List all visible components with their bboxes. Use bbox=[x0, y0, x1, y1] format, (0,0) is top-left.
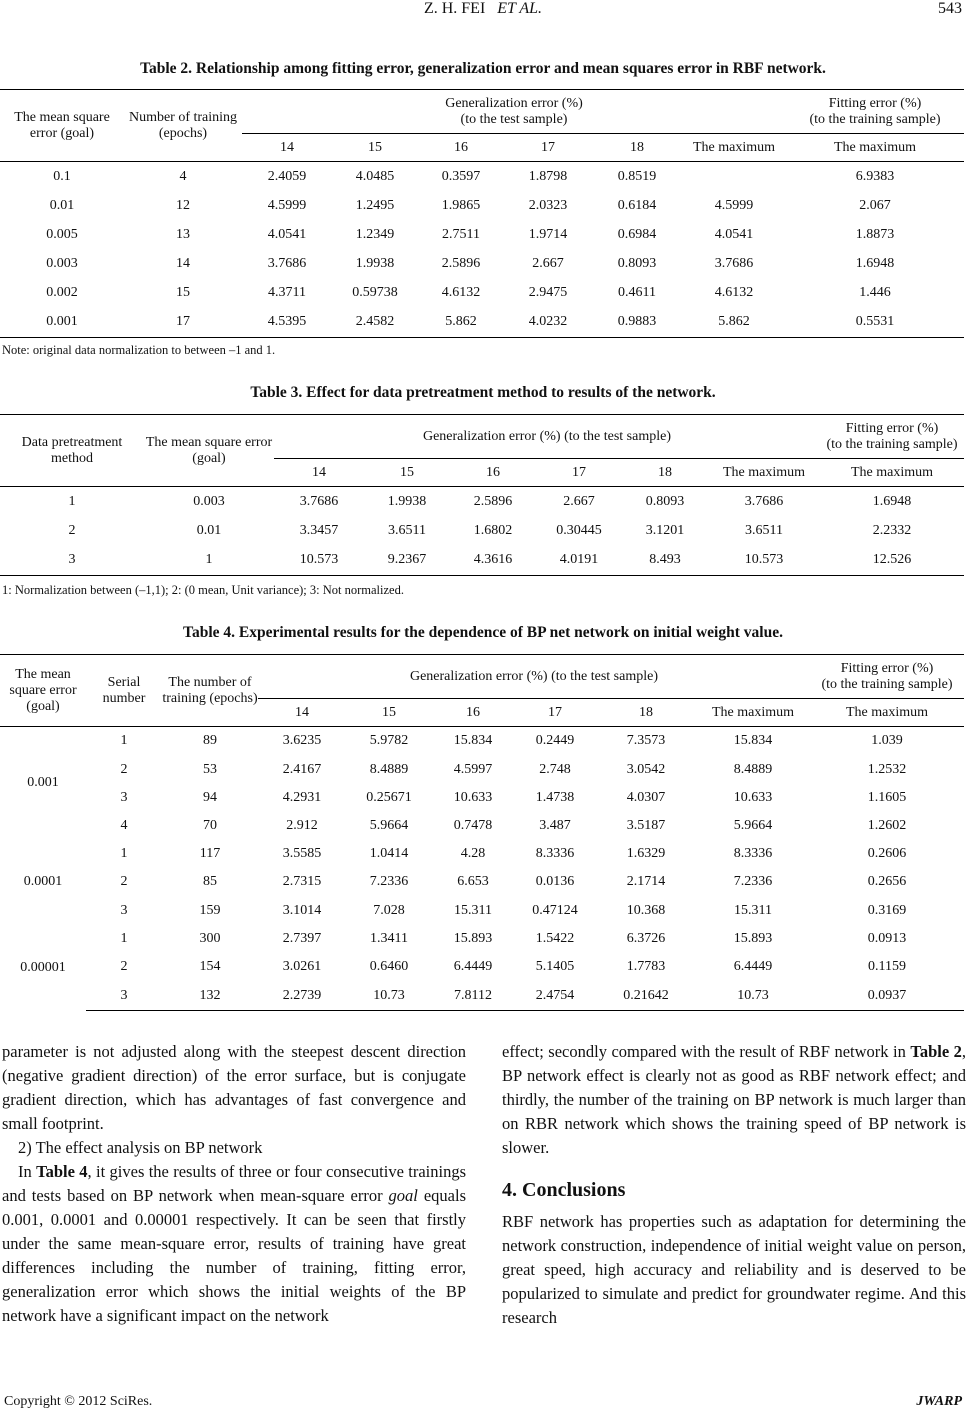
table2-gen-header-line2: (to the test sample) bbox=[460, 111, 568, 127]
table-cell: 5.9664 bbox=[369, 817, 409, 833]
table-cell: 15.834 bbox=[432, 727, 514, 756]
table-cell: 0.3169 bbox=[867, 902, 907, 918]
table4-col-serial: Serial number bbox=[86, 655, 162, 727]
table-row bbox=[0, 840, 964, 868]
table-cell: 4.0307 bbox=[626, 789, 666, 805]
table3-col-goal: The mean square error (goal) bbox=[144, 415, 274, 487]
table-cell: 3.7686 bbox=[714, 256, 754, 271]
table-cell: 0.1159 bbox=[868, 959, 906, 974]
table-cell: 6.4449 bbox=[453, 959, 493, 974]
table-cell: 17 bbox=[124, 308, 242, 338]
table-cell: 0.0136 bbox=[535, 874, 575, 889]
table-cell: 1.2532 bbox=[867, 761, 907, 777]
table-cell: 3.0542 bbox=[626, 761, 666, 777]
table4-fit-header bbox=[810, 655, 964, 699]
table-cell: 154 bbox=[199, 959, 221, 974]
table4-col-epochs: The number of training (epochs) bbox=[162, 655, 258, 727]
table2-gen-header bbox=[242, 90, 786, 134]
table-cell: 2.2739 bbox=[258, 982, 346, 1011]
table-cell: 1.6948 bbox=[820, 487, 964, 517]
table-row bbox=[0, 192, 964, 221]
table-cell: 15.311 bbox=[454, 902, 492, 918]
table-cell: 10.633 bbox=[733, 789, 773, 805]
table-cell: 1.039 bbox=[810, 727, 964, 756]
table-cell: 1.1605 bbox=[867, 789, 907, 805]
table-cell: 4.3616 bbox=[450, 546, 536, 576]
table4-fit-header-line2: (to the training sample) bbox=[821, 676, 953, 692]
table-cell: 1.446 bbox=[859, 285, 891, 300]
table-cell: 5.1405 bbox=[535, 959, 575, 974]
table-cell: 2.5896 bbox=[441, 256, 481, 271]
table-cell: 7.2336 bbox=[733, 874, 773, 889]
table-cell: 0.30445 bbox=[556, 523, 602, 538]
table-cell: 10.73 bbox=[346, 982, 432, 1011]
table-cell: 0.6984 bbox=[617, 227, 657, 242]
table-cell: 1 bbox=[120, 930, 128, 946]
table-cell: 0.47124 bbox=[532, 902, 578, 918]
table-cell: 6.4449 bbox=[733, 959, 773, 974]
table-cell: 3 bbox=[0, 546, 144, 576]
table-cell: 2.912 bbox=[286, 817, 318, 833]
table-cell: 117 bbox=[199, 845, 221, 861]
table2-fit-header-line2: (to the training sample) bbox=[809, 111, 941, 127]
table-cell: 0.001 bbox=[0, 308, 124, 338]
table3-sub-14: 14 bbox=[274, 459, 364, 487]
table-cell: 2.4059 bbox=[242, 162, 332, 192]
table2-sub-17: 17 bbox=[504, 134, 592, 162]
table2 bbox=[0, 89, 964, 338]
table-cell: 1.9865 bbox=[441, 198, 481, 213]
right-column bbox=[502, 1040, 966, 1330]
table4-sub-max-gen: The maximum bbox=[696, 699, 810, 727]
table-cell: 3.6511 bbox=[388, 523, 426, 538]
table-cell: 132 bbox=[162, 982, 258, 1011]
table-cell: 0.002 bbox=[46, 285, 78, 300]
table-cell: 2.667 bbox=[536, 487, 622, 517]
table-cell: 1.8873 bbox=[855, 227, 895, 242]
table3-note: 1: Normalization between (–1,1); 2: (0 mean, Unit variance); 3: Not normalized. bbox=[2, 583, 404, 597]
table-cell: 1.5422 bbox=[535, 930, 575, 946]
table-cell: 10.573 bbox=[274, 546, 364, 576]
table4-group-goal: 0.00001 bbox=[20, 959, 66, 975]
table-cell: 2.5896 bbox=[450, 487, 536, 517]
table-cell: 1 bbox=[86, 727, 162, 756]
table2-caption: Table 2. Relationship among fitting error, generalization error and mean squares error in RBF network. bbox=[140, 60, 826, 77]
table3-fit-header-line2: (to the training sample) bbox=[826, 436, 958, 452]
table-cell: 15.834 bbox=[696, 727, 810, 756]
running-authors: Z. H. FEI bbox=[423, 0, 486, 17]
table-cell: 2.7315 bbox=[282, 874, 322, 889]
table-cell: 0.8093 bbox=[617, 256, 657, 271]
table-cell: 2.067 bbox=[859, 198, 891, 213]
left-column bbox=[2, 1040, 466, 1328]
table-cell: 3.1014 bbox=[282, 902, 322, 918]
table-cell: 0.0913 bbox=[867, 930, 907, 946]
table-cell: 7.028 bbox=[373, 902, 405, 918]
table-row bbox=[0, 221, 964, 250]
table2-col-goal: The mean square error (goal) bbox=[0, 90, 124, 162]
table-cell: 1 bbox=[0, 487, 144, 517]
table-cell: 4 bbox=[120, 817, 128, 833]
table-row bbox=[0, 517, 964, 546]
table-cell: 8.493 bbox=[622, 546, 708, 576]
table-cell: 3.5187 bbox=[626, 817, 666, 833]
table-cell: 1.0414 bbox=[369, 845, 409, 861]
table4-sub-max-fit: The maximum bbox=[810, 699, 964, 727]
table-row bbox=[0, 308, 964, 338]
table3-sub-max-fit: The maximum bbox=[820, 459, 964, 487]
copyright: Copyright © 2012 SciRes. bbox=[4, 1394, 153, 1409]
right-paragraph-1 bbox=[502, 1040, 966, 1160]
table3-header-row bbox=[0, 415, 964, 459]
table-cell: 3.6511 bbox=[745, 523, 783, 538]
table-row bbox=[0, 546, 964, 576]
table-cell: 1 bbox=[120, 845, 128, 861]
left-paragraph-2: 2) The effect analysis on BP network bbox=[18, 1138, 263, 1157]
table-cell: 4.0541 bbox=[267, 227, 307, 242]
right-paragraph-2: RBF network has properties such as adaptation for determining the network construction, independence of initial weight value on person, great speed, high accuracy and reliability and is deserved to be popularized to simulate and predict for groundwater regime. And this research bbox=[502, 1212, 966, 1327]
table-cell: 3 bbox=[120, 902, 128, 918]
table-row bbox=[0, 812, 964, 840]
table-cell: 1.4738 bbox=[535, 789, 575, 805]
table-cell: 14 bbox=[176, 256, 190, 271]
table-cell: 13 bbox=[176, 227, 190, 242]
table-cell: 2.7397 bbox=[282, 930, 322, 946]
table2-reference: Table 2 bbox=[910, 1042, 962, 1061]
table-cell: 1.7783 bbox=[626, 959, 666, 974]
table-cell: 0.59738 bbox=[352, 285, 398, 300]
right-p1-text-c: , BP network effect is clearly not as good as RBF network effect; and thirdly, the number of the training on BP network is much larger than on RBR network which shows the training speed of BP network is slower. bbox=[502, 1042, 966, 1157]
table-cell: 12 bbox=[176, 198, 190, 213]
table3 bbox=[0, 414, 964, 576]
table-cell: 0.9883 bbox=[592, 308, 682, 338]
table-cell: 2.4582 bbox=[332, 308, 418, 338]
table2-gen-header-line1: Generalization error (%) bbox=[445, 95, 583, 111]
right-p1-text-a: effect; secondly compared with the result of RBF network in bbox=[502, 1042, 911, 1061]
table4 bbox=[0, 654, 964, 1011]
table3-fit-header bbox=[820, 415, 964, 459]
table-cell: 0.6184 bbox=[617, 198, 657, 213]
table-cell: 2 bbox=[120, 959, 128, 974]
table-cell: 8.4889 bbox=[369, 761, 409, 777]
table-cell: 2 bbox=[68, 523, 76, 538]
table-cell: 3.3457 bbox=[299, 523, 339, 538]
page-header bbox=[0, 0, 966, 26]
table3-gen-header: Generalization error (%) (to the test sample) bbox=[274, 415, 820, 459]
table-cell: 1.2602 bbox=[867, 817, 907, 833]
table-cell: 3.7686 bbox=[267, 256, 307, 271]
goal-term: goal bbox=[388, 1186, 418, 1205]
table-cell: 1.9938 bbox=[355, 256, 395, 271]
table-cell: 2.7511 bbox=[442, 227, 480, 242]
table-cell: 2.1714 bbox=[626, 874, 666, 889]
table-cell: 0.003 bbox=[144, 487, 274, 517]
table-cell: 1.8798 bbox=[504, 162, 592, 192]
table-row bbox=[0, 162, 964, 192]
table-cell: 1.9714 bbox=[528, 227, 568, 242]
table4-sub-14: 14 bbox=[258, 699, 346, 727]
table-row bbox=[0, 784, 964, 812]
table-cell: 2 bbox=[120, 874, 128, 889]
table-cell: 6.3726 bbox=[626, 930, 666, 946]
table-cell: 53 bbox=[203, 761, 217, 777]
table-cell: 4 bbox=[124, 162, 242, 192]
table-cell: 7.8112 bbox=[432, 982, 514, 1011]
table-cell: 2.4167 bbox=[282, 761, 322, 777]
table3-col-method: Data pretreatment method bbox=[0, 415, 144, 487]
table-cell: 0.7478 bbox=[453, 817, 493, 833]
table-cell: 2.9475 bbox=[528, 285, 568, 300]
table-cell: 4.5999 bbox=[267, 198, 307, 213]
table3-caption: Table 3. Effect for data pretreatment method to results of the network. bbox=[250, 384, 716, 401]
table-row bbox=[0, 925, 964, 953]
table4-col-goal: The mean square error (goal) bbox=[0, 655, 86, 727]
left-paragraph-3 bbox=[2, 1160, 466, 1328]
table-cell: 4.5999 bbox=[714, 198, 754, 213]
table-cell: 85 bbox=[203, 874, 217, 889]
table-cell: 3.5585 bbox=[282, 845, 322, 861]
left-p3-text-a: In bbox=[18, 1162, 37, 1181]
table2-sub-max-gen: The maximum bbox=[682, 134, 786, 162]
table2-fit-header bbox=[786, 90, 964, 134]
section-heading: 4. Conclusions bbox=[502, 1179, 626, 1201]
table-row bbox=[0, 279, 964, 308]
table-cell: 5.9664 bbox=[733, 817, 773, 833]
table2-fit-header-line1: Fitting error (%) bbox=[828, 95, 922, 111]
table-cell: 15 bbox=[176, 285, 190, 300]
table3-sub-15: 15 bbox=[364, 459, 450, 487]
table-cell: 4.0541 bbox=[714, 227, 754, 242]
journal-name: JWARP bbox=[916, 1394, 962, 1409]
table2-note: Note: original data normalization to between –1 and 1. bbox=[2, 343, 276, 357]
table-cell: 7.2336 bbox=[369, 874, 409, 889]
left-paragraph-1: parameter is not adjusted along with the steepest descent direction (negative gradient direction) of the error surface, but is conjugate gradient direction, which has advantages of fast convergence and small footprint. bbox=[2, 1042, 466, 1133]
table-cell: 2.667 bbox=[532, 256, 564, 271]
table-cell: 300 bbox=[199, 930, 221, 946]
table-cell: 2.2332 bbox=[872, 523, 912, 538]
table-row bbox=[0, 982, 964, 1011]
table2-col-epochs: Number of training (epochs) bbox=[124, 90, 242, 162]
table-cell: 2.0323 bbox=[528, 198, 568, 213]
table4-sub-17: 17 bbox=[514, 699, 596, 727]
table-cell: 15.893 bbox=[453, 930, 493, 946]
table-cell: 0.3597 bbox=[418, 162, 504, 192]
table-cell: 89 bbox=[162, 727, 258, 756]
table-cell bbox=[682, 162, 786, 192]
table4-sub-15: 15 bbox=[346, 699, 432, 727]
table-cell: 3.6235 bbox=[258, 727, 346, 756]
table-cell: 4.5997 bbox=[453, 761, 493, 777]
table4-group-goal: 0.0001 bbox=[23, 874, 63, 889]
table-cell: 5.9782 bbox=[346, 727, 432, 756]
table-cell: 2.748 bbox=[539, 761, 571, 777]
table-cell: 0.21642 bbox=[596, 982, 696, 1011]
table-cell: 0.8519 bbox=[592, 162, 682, 192]
table4-sub-16: 16 bbox=[432, 699, 514, 727]
table-cell: 94 bbox=[203, 789, 217, 805]
table-cell: 6.653 bbox=[457, 874, 489, 889]
table-cell: 3.7686 bbox=[708, 487, 820, 517]
table2-header-row bbox=[0, 90, 964, 134]
table3-sub-18: 18 bbox=[622, 459, 708, 487]
table2-sub-18: 18 bbox=[592, 134, 682, 162]
table-cell: 5.862 bbox=[682, 308, 786, 338]
table-cell: 1.6329 bbox=[626, 845, 666, 861]
table-cell: 8.4889 bbox=[733, 761, 773, 777]
running-et-al: ET AL. bbox=[497, 0, 543, 17]
table-cell: 2.4754 bbox=[514, 982, 596, 1011]
table-cell: 8.3336 bbox=[733, 845, 773, 861]
table4-gen-header: Generalization error (%) (to the test sample) bbox=[258, 655, 810, 699]
table-cell: 5.862 bbox=[418, 308, 504, 338]
table-cell: 10.73 bbox=[696, 982, 810, 1011]
table-cell: 2 bbox=[120, 761, 128, 777]
table-cell: 10.633 bbox=[453, 789, 493, 805]
table-cell: 3 bbox=[120, 789, 128, 805]
table-cell: 8.3336 bbox=[535, 845, 575, 861]
table4-caption: Table 4. Experimental results for the dependence of BP net network on initial weight value. bbox=[183, 624, 783, 641]
table-cell: 0.6460 bbox=[369, 959, 409, 974]
table-row bbox=[0, 953, 964, 982]
table-cell: 0.0937 bbox=[810, 982, 964, 1011]
table-cell: 0.003 bbox=[46, 256, 78, 271]
table-cell: 9.2367 bbox=[364, 546, 450, 576]
table-cell: 4.6132 bbox=[714, 285, 754, 300]
table2-sub-16: 16 bbox=[418, 134, 504, 162]
table-cell: 10.573 bbox=[708, 546, 820, 576]
table-cell: 1.6948 bbox=[855, 256, 895, 271]
table-cell: 0.25671 bbox=[366, 789, 412, 805]
table-cell: 7.3573 bbox=[596, 727, 696, 756]
table-cell: 0.2656 bbox=[867, 874, 907, 889]
table-cell: 0.2606 bbox=[867, 845, 907, 861]
page-number: 543 bbox=[938, 0, 962, 17]
table-cell: 1.2349 bbox=[355, 227, 395, 242]
table-cell: 12.526 bbox=[820, 546, 964, 576]
table-cell: 0.01 bbox=[196, 523, 222, 538]
table-cell: 4.5395 bbox=[242, 308, 332, 338]
table3-sub-16: 16 bbox=[450, 459, 536, 487]
table-cell: 4.2931 bbox=[282, 789, 322, 805]
table-cell: 3.7686 bbox=[274, 487, 364, 517]
table-cell: 1.6802 bbox=[473, 523, 513, 538]
left-p3-text-c: , it gives the results of three or four consecutive trainings and tests based on BP network when mean-square error bbox=[2, 1162, 467, 1205]
table-row bbox=[0, 487, 964, 517]
table-row bbox=[0, 897, 964, 925]
table-cell: 3 bbox=[86, 982, 162, 1011]
table-cell: 4.6132 bbox=[441, 285, 481, 300]
table-row bbox=[0, 868, 964, 897]
table-cell: 4.0232 bbox=[504, 308, 592, 338]
table-cell: 4.28 bbox=[460, 845, 486, 861]
left-p3-text-e: equals 0.001, 0.0001 and 0.00001 respectively. It can be seen that firstly under the same mean-square error, results of training have great differences including the number of training, fitting error, generalization error which shows the initial weights of the BP network have a significant impact on the network bbox=[2, 1186, 466, 1325]
table-cell: 70 bbox=[203, 817, 217, 833]
table4-header-row bbox=[0, 655, 964, 699]
table2-sub-14: 14 bbox=[242, 134, 332, 162]
table-cell: 1.2495 bbox=[355, 198, 395, 213]
table2-sub-15: 15 bbox=[332, 134, 418, 162]
table-cell: 0.2449 bbox=[514, 727, 596, 756]
table-row bbox=[0, 756, 964, 784]
table-cell: 3.487 bbox=[539, 817, 571, 833]
table-cell: 0.8093 bbox=[622, 487, 708, 517]
table-cell: 15.893 bbox=[733, 930, 773, 946]
table-cell: 0.5531 bbox=[786, 308, 964, 338]
table-cell: 1.9938 bbox=[364, 487, 450, 517]
table3-sub-max-gen: The maximum bbox=[708, 459, 820, 487]
table4-sub-18: 18 bbox=[596, 699, 696, 727]
table-row bbox=[0, 727, 964, 756]
table-cell: 4.3711 bbox=[268, 285, 306, 300]
table-cell: 15.311 bbox=[734, 902, 772, 918]
table3-fit-header-line1: Fitting error (%) bbox=[845, 420, 939, 436]
table-cell: 0.1 bbox=[0, 162, 124, 192]
table4-fit-header-line1: Fitting error (%) bbox=[840, 660, 934, 676]
table4-group-goal: 0.001 bbox=[0, 727, 86, 840]
table-cell: 4.0485 bbox=[332, 162, 418, 192]
table-cell: 0.005 bbox=[46, 227, 78, 242]
table3-sub-17: 17 bbox=[536, 459, 622, 487]
table-cell: 3.1201 bbox=[645, 523, 685, 538]
table-cell: 4.0191 bbox=[536, 546, 622, 576]
table-cell: 10.368 bbox=[626, 902, 666, 918]
table-cell: 1.3411 bbox=[370, 930, 408, 946]
table-cell: 1 bbox=[144, 546, 274, 576]
table-cell: 0.01 bbox=[49, 198, 75, 213]
table-cell: 3.0261 bbox=[282, 959, 322, 974]
running-title bbox=[0, 0, 966, 18]
table4-reference: Table 4 bbox=[36, 1162, 88, 1181]
table2-sub-max-fit: The maximum bbox=[786, 134, 964, 162]
table-row bbox=[0, 250, 964, 279]
table-cell: 6.9383 bbox=[786, 162, 964, 192]
table-cell: 159 bbox=[199, 902, 221, 918]
table-cell: 0.4611 bbox=[618, 285, 656, 300]
